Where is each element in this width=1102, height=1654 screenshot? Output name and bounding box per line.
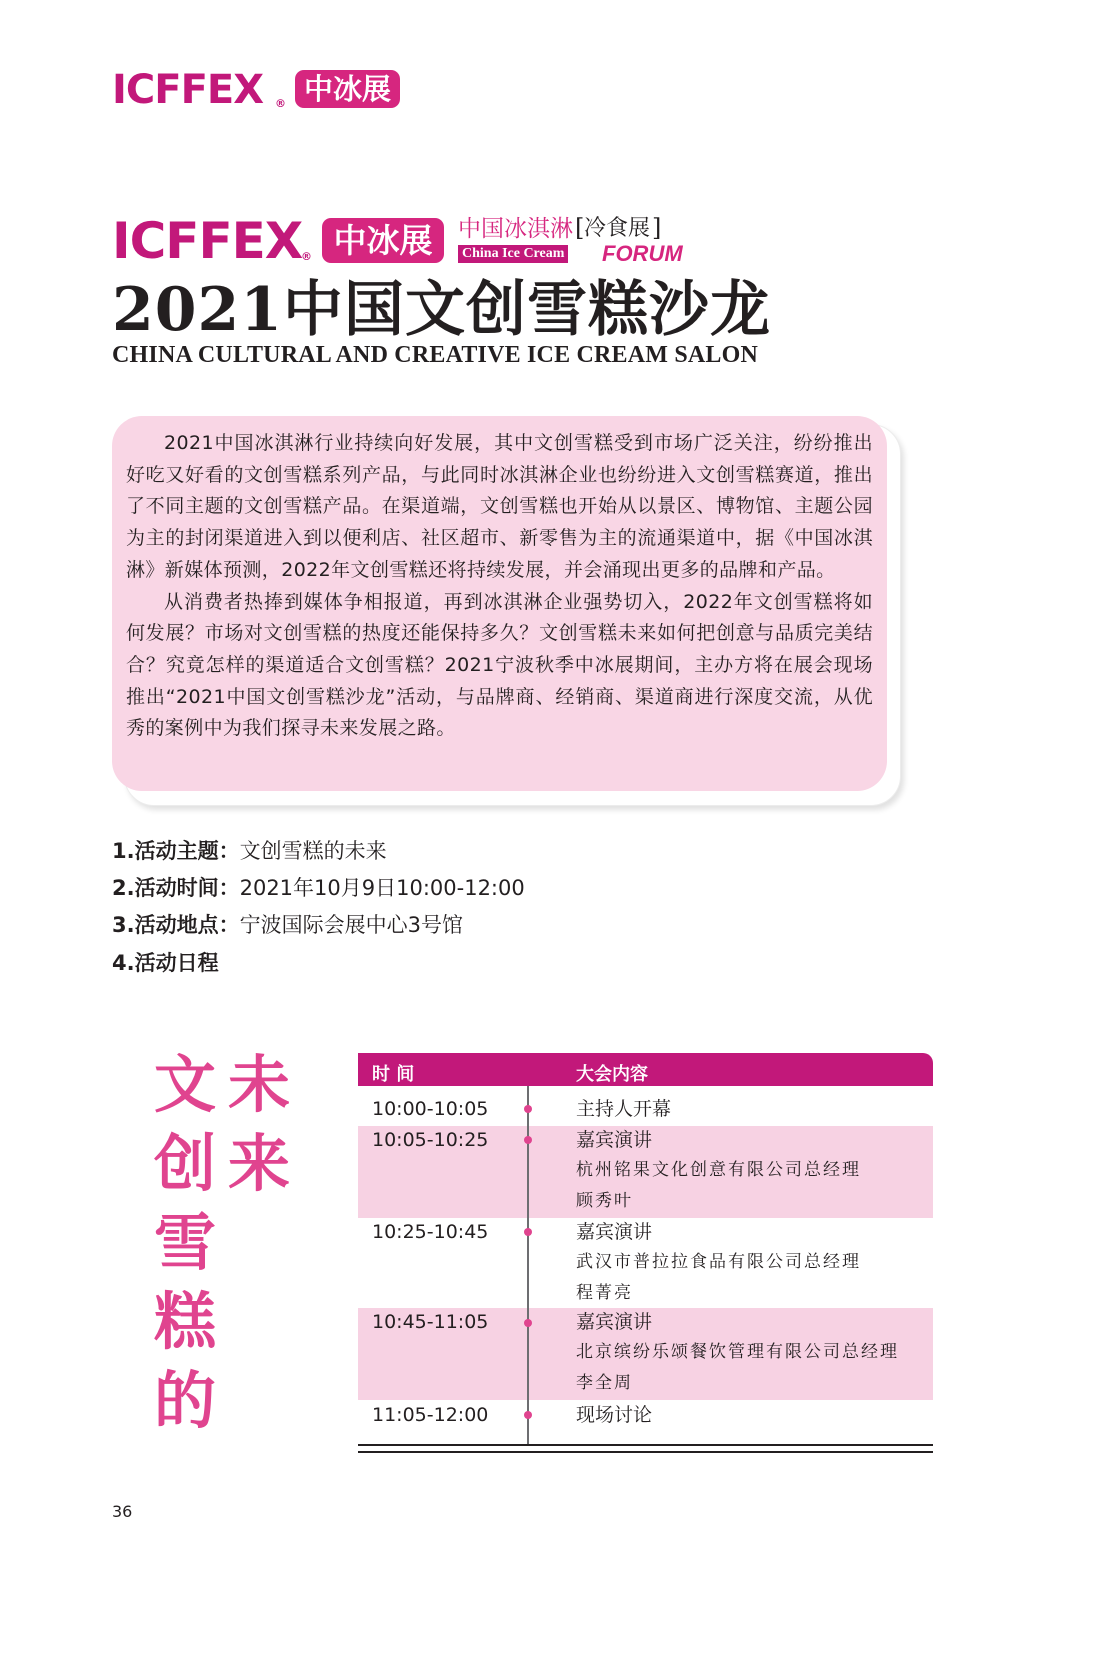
forum-word: FORUM: [602, 241, 683, 266]
slogan-right-column: [224, 1048, 294, 1212]
row-title: 主持人开幕: [576, 1098, 672, 1120]
forum-logo: [112, 214, 712, 270]
header-content: 大会内容: [576, 1064, 648, 1085]
row-speaker: 顾秀叶: [576, 1191, 633, 1211]
forum-logo-reg: ®: [301, 250, 312, 263]
forum-logo-word: ICFFEX: [112, 212, 303, 270]
info-schedule-heading: [112, 953, 219, 974]
row-title: 嘉宾演讲: [576, 1311, 653, 1333]
slogan-char: 文: [153, 1048, 216, 1121]
info-label: 2.活动时间：: [112, 876, 240, 900]
timeline-dot: [524, 1411, 532, 1419]
info-theme: [112, 841, 387, 862]
page-subtitle: CHINA CULTURAL AND CREATIVE ICE CREAM SALON: [112, 342, 759, 368]
row-time: 10:45-11:05: [372, 1311, 489, 1333]
header-time: 时 间: [372, 1064, 415, 1085]
info-value: 文创雪糕的未来: [239, 839, 387, 863]
row-time: 10:25-10:45: [372, 1221, 489, 1243]
schedule-header: [358, 1053, 933, 1086]
info-label: 3.活动地点：: [112, 913, 240, 937]
info-value: 2021年10月9日10:00-12:00: [239, 876, 525, 900]
slogan-left-column: [150, 1048, 220, 1449]
info-time: [112, 878, 525, 899]
forum-en-bar: China Ice Cream: [458, 245, 568, 263]
slogan-char: 的: [153, 1364, 216, 1437]
header-logo-reg: ®: [275, 97, 286, 110]
table-bottom-rule: [358, 1444, 933, 1446]
slogan-char: 创: [153, 1127, 216, 1200]
info-value: 宁波国际会展中心3号馆: [239, 913, 463, 937]
row-speaker: 李全周: [576, 1373, 633, 1393]
row-speaker: 程菁亮: [576, 1283, 633, 1303]
schedule-row: [358, 1308, 933, 1400]
timeline-dot: [524, 1105, 532, 1113]
schedule-row: [358, 1400, 933, 1440]
header-logo-badge: 中冰展: [295, 70, 400, 108]
forum-logo-badge: 中冰展: [322, 218, 444, 263]
slogan-char: 来: [227, 1127, 290, 1200]
timeline-dot: [524, 1136, 532, 1144]
page-number: 36: [112, 1502, 133, 1521]
forum-bracket-text: 冷食展: [584, 216, 651, 241]
row-title: 嘉宾演讲: [576, 1129, 653, 1151]
intro-paragraph-2: 从消费者热捧到媒体争相报道，再到冰淇淋企业强势切入，2022年文创雪糕将如何发展？市场对文创雪糕的热度还能保持多久？文创雪糕未来如何把创意与品质完美结合？究竟怎样的渠道适合文创雪糕？2021宁波秋季中冰展期间，主办方将在展会现场推出“2021中国文创雪糕沙龙”活动，与品牌商、经销商、渠道商进行深度交流，从优秀的案例中为我们探寻未来发展之路。: [126, 590, 873, 740]
info-label: 1.活动主题：: [112, 839, 240, 863]
row-time: 10:05-10:25: [372, 1129, 489, 1151]
header-logo: [112, 67, 412, 113]
row-title: 现场讨论: [576, 1404, 653, 1426]
intro-box: [112, 416, 887, 791]
row-company: 杭州铭果文化创意有限公司总经理: [576, 1160, 861, 1180]
row-title: 嘉宾演讲: [576, 1221, 653, 1243]
row-time: 10:00-10:05: [372, 1098, 489, 1120]
header-logo-word: ICFFEX: [112, 67, 264, 113]
page-title: 2021中国文创雪糕沙龙: [112, 275, 771, 345]
row-time: 11:05-12:00: [372, 1404, 489, 1426]
row-company: 北京缤纷乐颂餐饮管理有限公司总经理: [576, 1342, 899, 1362]
forum-bracket-right: ]: [652, 214, 662, 242]
info-location: [112, 915, 463, 936]
row-company: 武汉市普拉拉食品有限公司总经理: [576, 1252, 861, 1272]
forum-cn-text: 中国冰淇淋: [458, 216, 573, 242]
schedule-row: [358, 1218, 933, 1308]
slogan-char: 雪: [153, 1206, 216, 1279]
slogan-char: 糕: [153, 1285, 216, 1358]
slogan-char: 未: [227, 1048, 290, 1121]
schedule-row: [358, 1126, 933, 1218]
forum-bracket-left: [: [575, 214, 585, 242]
timeline-dot: [524, 1228, 532, 1236]
info-label: 4.活动日程: [112, 951, 219, 975]
timeline-dot: [524, 1319, 532, 1327]
intro-paragraph-1: 2021中国冰淇淋行业持续向好发展，其中文创雪糕受到市场广泛关注，纷纷推出好吃又好看的文创雪糕系列产品，与此同时冰淇淋企业也纷纷进入文创雪糕赛道，推出了不同主题的文创雪糕产品。在渠道端，文创雪糕也开始从以景区、博物馆、主题公园为主的封闭渠道进入到以便利店、社区超市、新零售为主的流通渠道中，据《中国冰淇淋》新媒体预测，2022年文创雪糕还将持续发展，并会涌现出更多的品牌和产品。: [126, 432, 873, 581]
schedule-row: [358, 1086, 933, 1126]
table-bottom-rule: [358, 1451, 933, 1453]
